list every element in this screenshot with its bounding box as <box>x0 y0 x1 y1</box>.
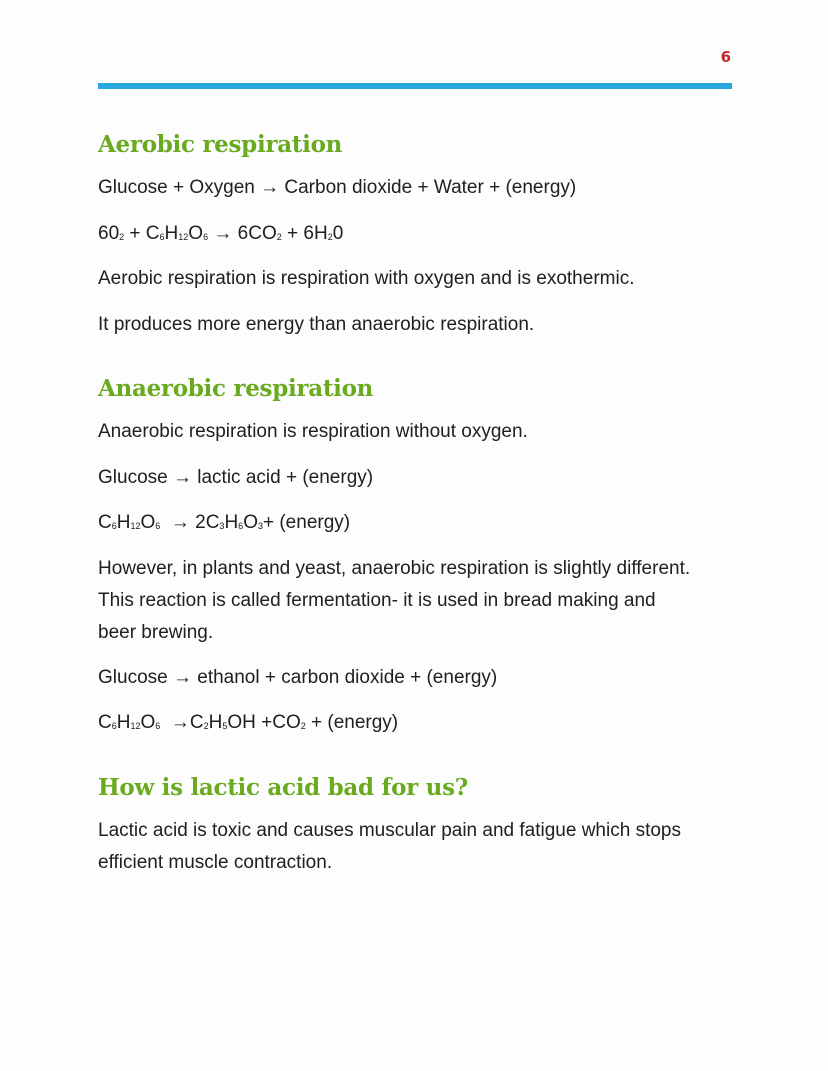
fermentation-paragraph-line-3: beer brewing. <box>98 622 214 643</box>
page-number: 6 <box>720 48 731 66</box>
top-divider <box>98 83 732 89</box>
aerobic-word-equation: Glucose + Oxygen → Carbon dioxide + Water + (energy) <box>98 177 577 198</box>
anaerobic-chemical-equation: $C_6H_{12}O_6 \to 2C_3H_6O_3+$ (energy) <box>98 512 351 533</box>
anaerobic-intro: Anaerobic respiration is respiration without oxygen. <box>98 421 528 442</box>
aerobic-heading: Aerobic respiration <box>98 131 343 158</box>
fermentation-chemical-equation: $C_6H_{12}O_6 \to C_2H_5OH +CO_2$ + (energy) <box>98 712 399 733</box>
anaerobic-word-equation: Glucose → lactic acid + (energy) <box>98 467 374 488</box>
lactic-acid-heading: How is lactic acid bad for us? <box>98 774 468 801</box>
aerobic-chemical-equation: $60_2 + C_6H_{12}O_6 \to 6CO_2 + 6H_20$ <box>98 223 344 244</box>
fermentation-paragraph-line-1: However, in plants and yeast, anaerobic respiration is slightly different. <box>98 558 691 579</box>
lactic-acid-line-1: Lactic acid is toxic and causes muscular pain and fatigue which stops <box>98 820 681 841</box>
fermentation-paragraph-line-2: This reaction is called fermentation- it is used in bread making and <box>98 590 656 611</box>
aerobic-energy-note: It produces more energy than anaerobic respiration. <box>98 314 535 335</box>
lactic-acid-line-2: efficient muscle contraction. <box>98 852 333 873</box>
aerobic-description: Aerobic respiration is respiration with oxygen and is exothermic. <box>98 268 635 289</box>
anaerobic-heading: Anaerobic respiration <box>98 375 374 402</box>
fermentation-word-equation: Glucose → ethanol + carbon dioxide + (energy) <box>98 667 498 688</box>
